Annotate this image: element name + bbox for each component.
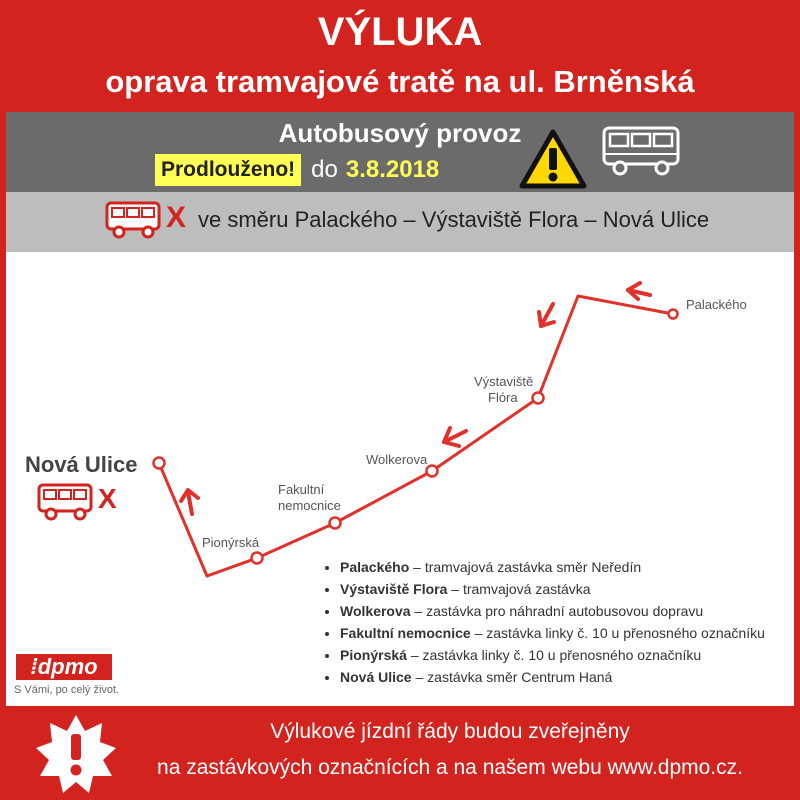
stop-marker: [533, 393, 544, 404]
end-date: 3.8.2018: [345, 156, 440, 183]
legend-item: • Výstaviště Flora – tramvajová zastávka: [340, 578, 765, 600]
direction-arrow-icon: [628, 283, 650, 299]
stop-marker: [427, 466, 438, 477]
stop-label-palackeho: Palackého: [686, 297, 747, 312]
bus-icon: [36, 482, 96, 524]
direction-arrow-icon: [181, 490, 198, 514]
stop-label-fakultni-nemocnice: Fakultní nemocnice: [278, 482, 341, 513]
stop-label-wolkerova: Wolkerova: [366, 452, 428, 467]
footer-note-line1: Výlukové jízdní řády budou zveřejněny: [270, 720, 630, 743]
page-subtitle: oprava tramvajové tratě na ul. Brněnská: [105, 64, 695, 99]
extended-badge: Prodlouženo!: [155, 154, 301, 186]
stop-marker: [330, 518, 341, 529]
legend-item: • Nová Ulice – zastávka směr Centrum Haná: [340, 666, 765, 688]
legend-item: • Pionýrská – zastávka linky č. 10 u přenosného označníku: [340, 644, 765, 666]
direction-arrow-icon: [539, 304, 554, 326]
stop-marker: [669, 310, 678, 319]
direction-text: ve směru Palackého – Výstaviště Flora – Nová Ulice: [198, 207, 710, 232]
legend-item: • Fakultní nemocnice – zastávka linky č. 10 u přenosného označníku: [340, 622, 765, 644]
exclamation-burst-icon: [34, 712, 118, 796]
stop-label-vystaviste-flora: Výstaviště Flóra: [474, 374, 534, 405]
cancel-x-mark: X: [98, 483, 117, 514]
cancel-x-mark: X: [166, 201, 187, 234]
direction-arrow-icon: [444, 428, 466, 446]
logo-slogan: S Vámi, po celý život.: [14, 684, 120, 696]
route-line: [159, 296, 673, 576]
stop-label-pionyrska: Pionýrská: [202, 535, 260, 550]
stop-marker: [154, 458, 165, 469]
footer-note-line2: na zastávkových označnících a na našem webu www.dpmo.cz.: [157, 756, 743, 779]
legend-item: • Palackého – tramvajová zastávka směr Neředín: [340, 556, 765, 578]
until-label: do: [311, 156, 338, 183]
dpmo-logo: ⁞dpmo: [16, 654, 112, 680]
stop-marker: [252, 553, 263, 564]
legend-item: • Wolkerova – zastávka pro náhradní autobusovou dopravu: [340, 600, 765, 622]
page-title: VÝLUKA: [317, 10, 483, 54]
stop-legend: [324, 556, 765, 688]
bus-operation-title: Autobusový provoz: [278, 118, 522, 148]
stop-label-nova-ulice: Nová Ulice: [25, 452, 138, 477]
